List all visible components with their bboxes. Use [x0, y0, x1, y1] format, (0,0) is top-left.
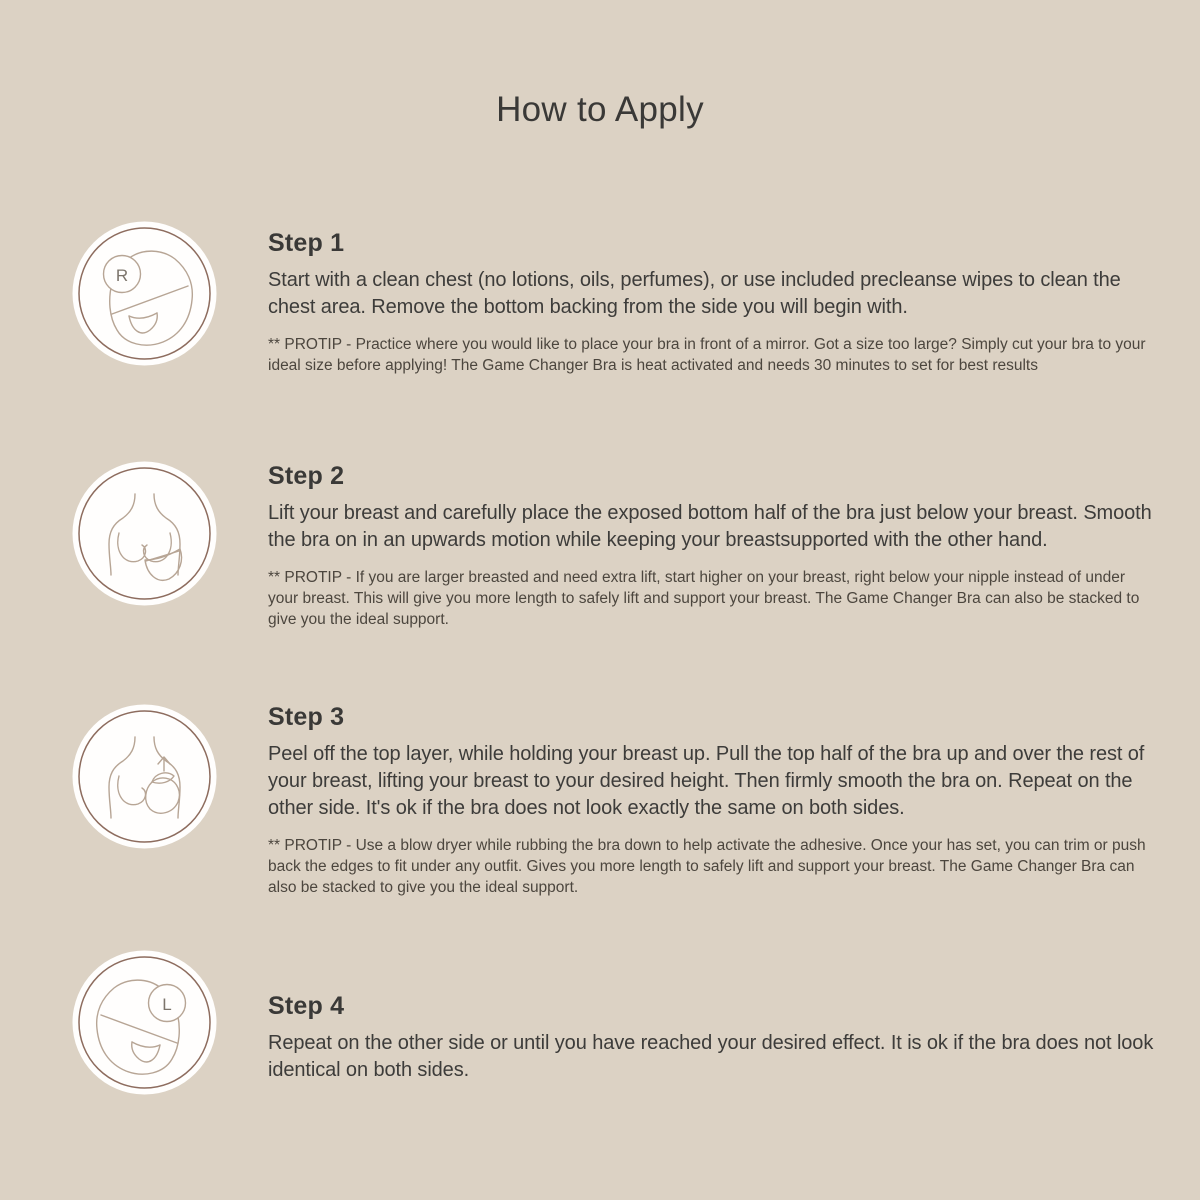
step-4-heading: Step 4	[268, 992, 345, 1020]
step-4-icon	[72, 950, 217, 1095]
step-2-icon	[72, 461, 217, 606]
icon-circle	[73, 705, 217, 849]
icon-circle	[73, 222, 217, 366]
step-2-protip: ** PROTIP - If you are larger breasted and need extra lift, start higher on your breast, right below your nipple instead of under your breast. This will give you more length to safely lift and support your breast. The Game Changer Bra can also be stacked to give you the ideal support.	[268, 569, 1140, 628]
step-1-content	[268, 229, 1173, 376]
icon-circle	[73, 462, 217, 606]
step-1-heading: Step 1	[268, 229, 345, 257]
step-2-body: Lift your breast and carefully place the exposed bottom half of the bra just below your breast. Smooth the bra on in an upwards motion while keeping your breastsupported with the other hand.	[268, 502, 1152, 551]
step-1-protip: ** PROTIP - Practice where you would like to place your bra in front of a mirror. Got a size too large? Simply cut your bra to your ideal size before applying! The Game Changer Bra is heat activated and needs 30 minutes to set for best results	[268, 336, 1146, 374]
step-3-icon	[72, 704, 217, 849]
icon-circle	[73, 951, 217, 1095]
step-1-body: Start with a clean chest (no lotions, oils, perfumes), or use included precleanse wipes to clean the chest area. Remove the bottom backing from the side you will begin with.	[268, 269, 1121, 318]
torso-pull-up-icon	[72, 704, 217, 849]
step-2-content	[268, 462, 1173, 630]
step-3-protip: ** PROTIP - Use a blow dryer while rubbing the bra down to help activate the adhesive. Once your has set, you can trim or push back the edges to fit under any outfit. Gives you more length to safely lift and support your breast. The Game Changer Bra can also be stacked to give you the ideal support.	[268, 837, 1146, 896]
step-3-body: Peel off the top layer, while holding your breast up. Pull the top half of the bra up and over the rest of your breast, lifting your breast to your desired height. Then firmly smooth the bra on. Repeat on the other side. It's ok if the bra does not look exactly the same on both sides.	[268, 743, 1145, 819]
step-2-heading: Step 2	[268, 462, 345, 490]
bra-cup-right-icon	[72, 221, 217, 366]
step-1-icon	[72, 221, 217, 366]
bra-cup-left-icon	[72, 950, 217, 1095]
step-4-body: Repeat on the other side or until you have reached your desired effect. It is ok if the bra does not look identical on both sides.	[268, 1032, 1154, 1081]
torso-place-bottom-half-icon	[72, 461, 217, 606]
left-tag-letter: L	[162, 995, 172, 1014]
step-4-content	[268, 992, 1173, 1084]
step-3-heading: Step 3	[268, 703, 345, 731]
right-tag-letter: R	[115, 266, 129, 285]
step-3-content	[268, 703, 1173, 898]
page-title: How to Apply	[496, 90, 704, 129]
